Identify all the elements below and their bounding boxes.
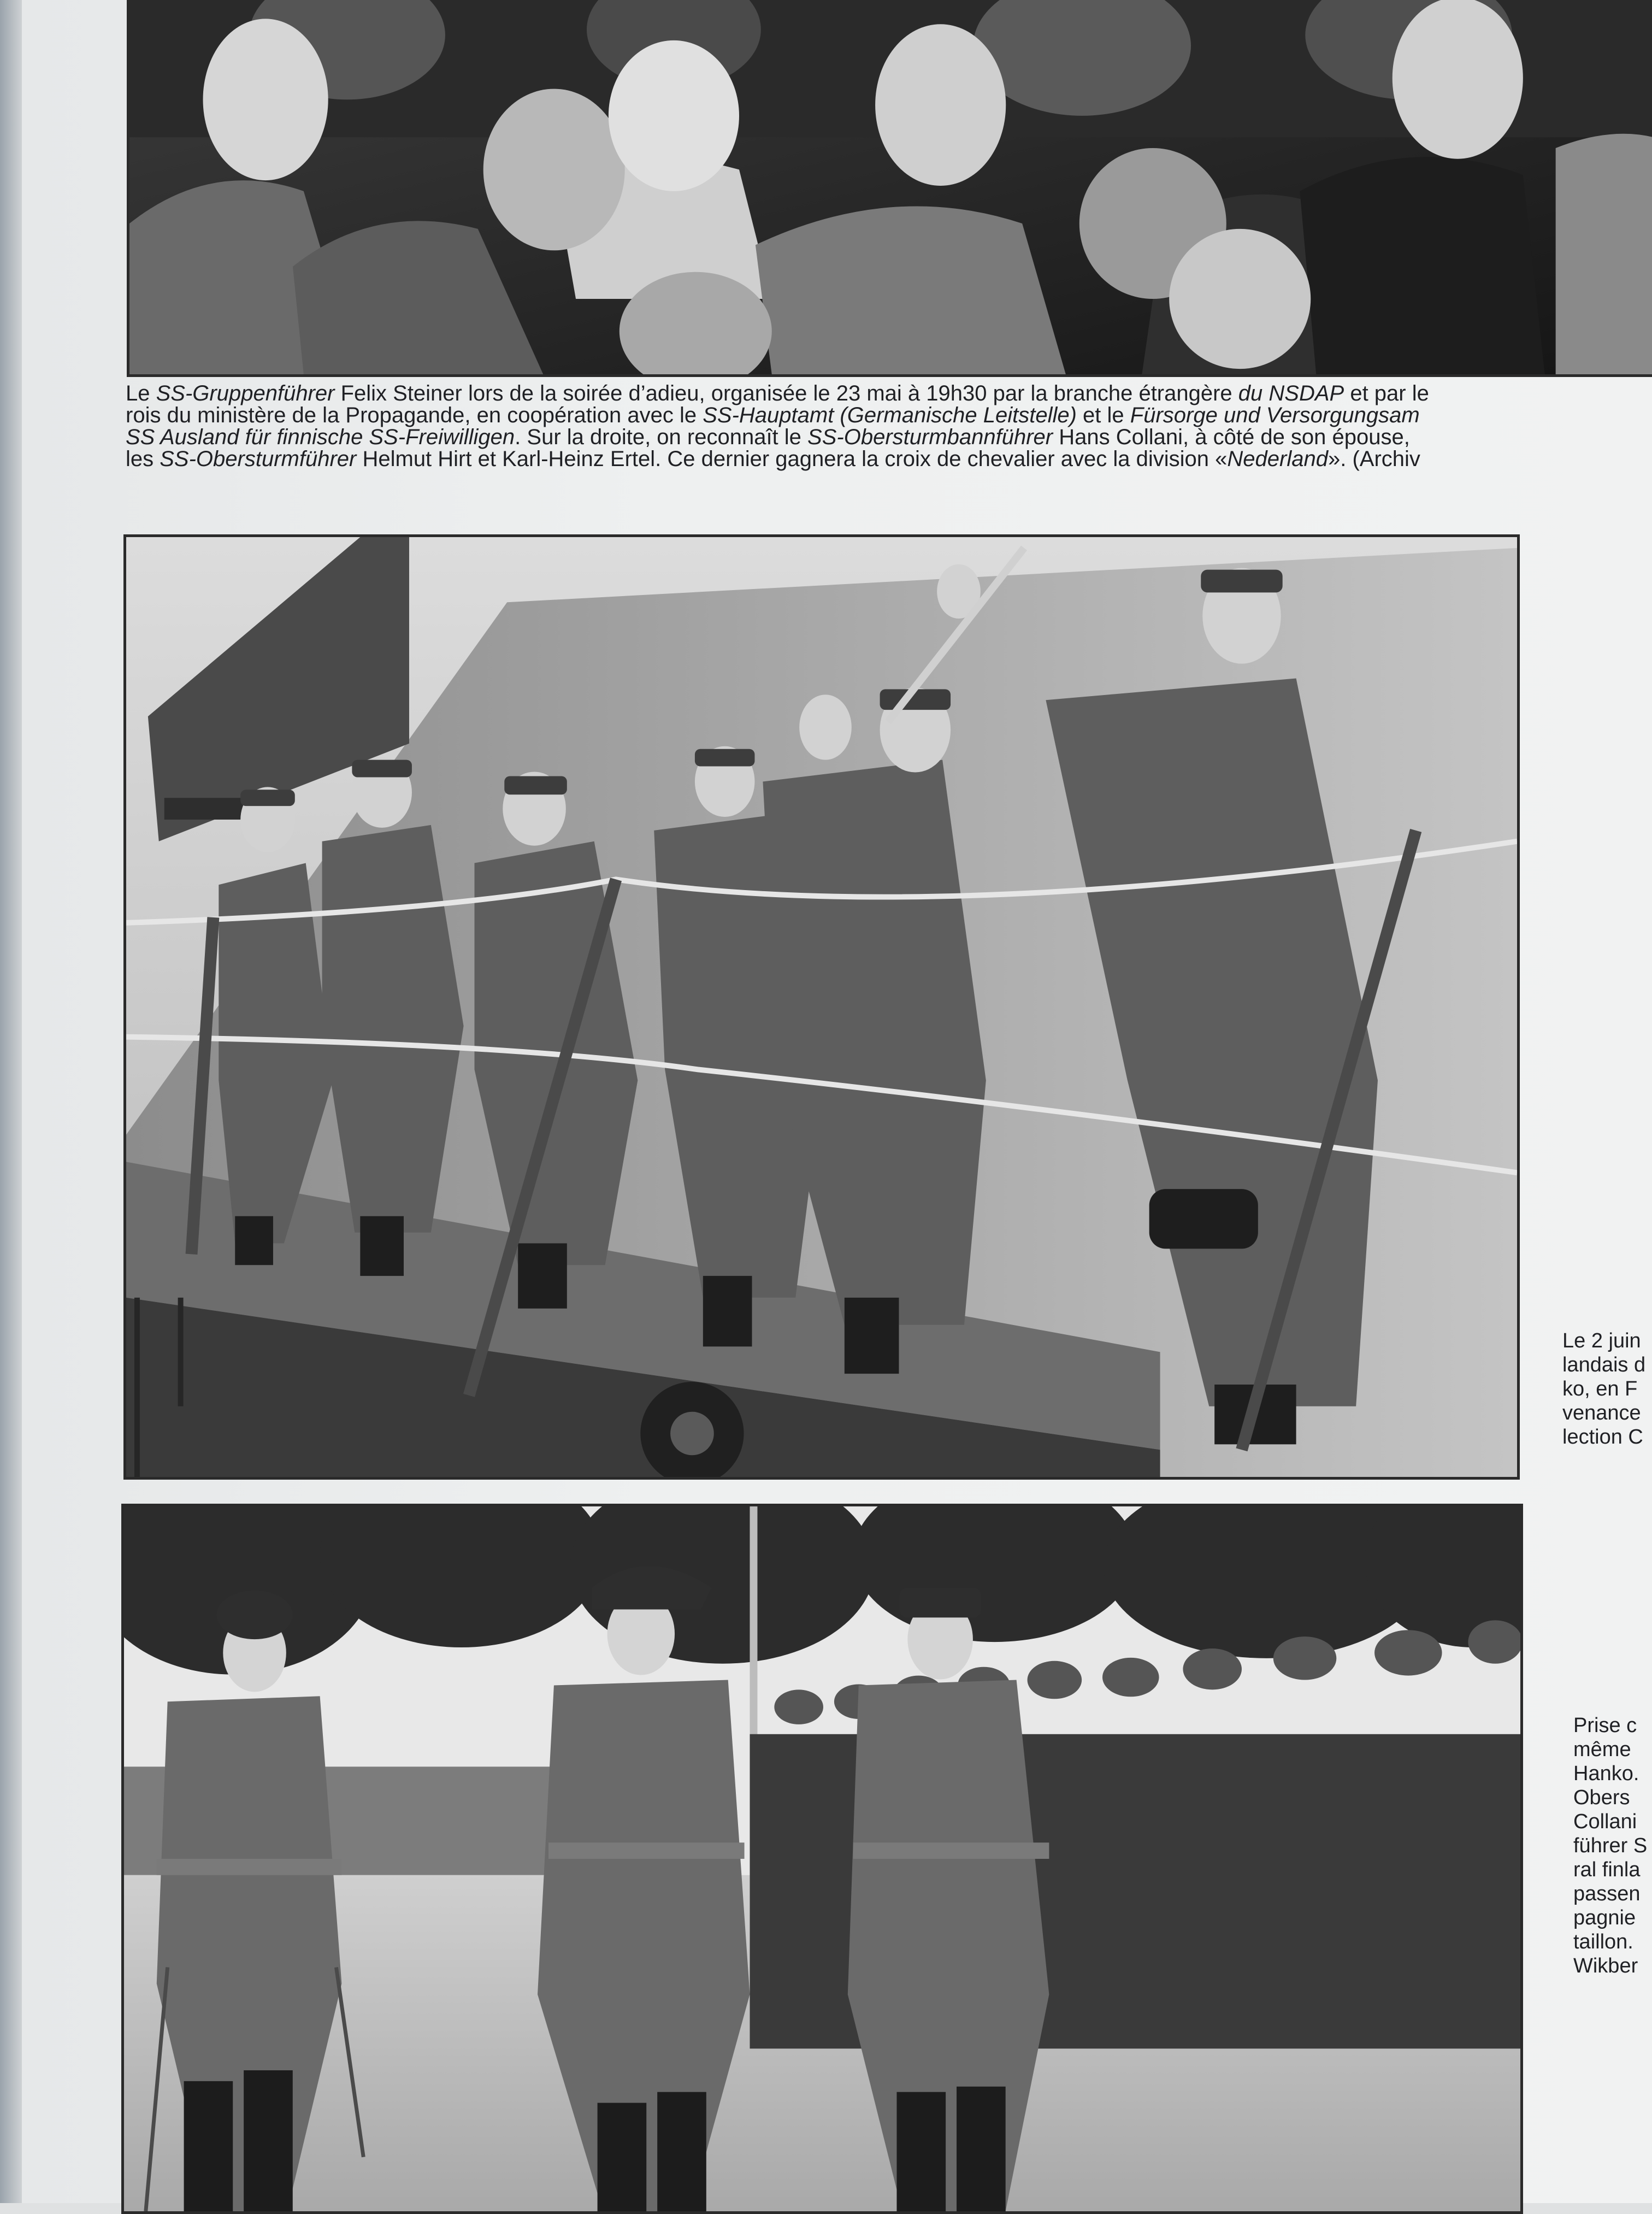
photo-soldiers-disembarking-gangway <box>123 534 1520 1480</box>
side-caption-review-line <box>1573 1810 1647 1834</box>
side-caption-review-line <box>1573 1834 1647 1858</box>
side-caption-review-text: Wikber <box>1573 1954 1638 1977</box>
side-caption-review-text: Collani <box>1573 1810 1637 1833</box>
caption-top-text: rois du ministère de la Propagande, en coopération avec le <box>126 403 703 427</box>
side-caption-review-line <box>1573 1762 1647 1786</box>
caption-top-text: SS-Obersturmbannführer <box>807 425 1053 449</box>
side-caption-review-text: führer S <box>1573 1834 1648 1857</box>
caption-top-text: SS-Obersturmführer <box>160 447 357 471</box>
side-caption-review <box>1573 1714 1647 1978</box>
caption-top-text: ». (Archiv <box>1328 447 1420 471</box>
caption-top-text: Fürsorge und Versorgungsam <box>1130 403 1420 427</box>
caption-top-line <box>126 426 1429 448</box>
side-caption-line: venance <box>1562 1402 1641 1424</box>
photo-troop-review-hanko <box>121 1504 1523 2214</box>
caption-top-text: SS Ausland für finnische SS-Freiwilligen <box>126 425 515 449</box>
caption-top-line <box>126 448 1429 470</box>
caption-top-text: . Sur la droite, on reconnaît le <box>515 425 808 449</box>
side-caption-review-text: Obers <box>1573 1786 1630 1809</box>
side-caption-review-line <box>1573 1906 1647 1930</box>
caption-top-text: et par le <box>1344 381 1429 405</box>
side-caption-line: ko, en F <box>1562 1377 1638 1400</box>
side-caption-review-line <box>1573 1882 1647 1906</box>
side-caption-review-line <box>1573 1930 1647 1954</box>
caption-top <box>126 382 1429 470</box>
side-caption-review-text: Prise c <box>1573 1714 1637 1737</box>
side-caption-line: Le 2 juin <box>1562 1329 1641 1352</box>
side-caption-review-text: Hanko. <box>1573 1762 1639 1785</box>
side-caption-review-text: taillon. <box>1573 1930 1633 1953</box>
caption-top-text: Nederland <box>1227 447 1328 471</box>
side-caption-review-line <box>1573 1858 1647 1882</box>
caption-top-text: du NSDAP <box>1238 381 1344 405</box>
photo-farewell-evening-audience <box>127 0 1652 377</box>
caption-top-line <box>126 382 1429 404</box>
caption-top-text: SS-Gruppenführer <box>156 381 335 405</box>
caption-top-text: Le <box>126 381 156 405</box>
side-caption-review-line <box>1573 1786 1647 1810</box>
side-caption-review-text: même <box>1573 1738 1631 1761</box>
caption-top-text: Felix Steiner lors de la soirée d’adieu, organisée le 23 mai à 19h30 par la branche étrangère <box>334 381 1238 405</box>
side-caption-review-line <box>1573 1738 1647 1762</box>
side-caption-review-text: ral finla <box>1573 1858 1641 1881</box>
side-caption-review-line <box>1573 1714 1647 1738</box>
side-caption-review-text: passen <box>1573 1882 1641 1905</box>
side-caption-disembark <box>1562 1329 1645 1449</box>
caption-top-text: et le <box>1076 403 1130 427</box>
caption-top-text: Helmut Hirt et Karl-Heinz Ertel. Ce dernier gagnera la croix de chevalier avec la division « <box>356 447 1228 471</box>
side-caption-line: landais d <box>1562 1353 1646 1376</box>
caption-top-line <box>126 404 1429 426</box>
side-caption-line: lection C <box>1562 1426 1643 1448</box>
caption-top-text: Hans Collani, à côté de son épouse, <box>1053 425 1410 449</box>
caption-top-text: SS-Hauptamt (Germanische Leitstelle) <box>703 403 1077 427</box>
side-caption-review-line <box>1573 1954 1647 1978</box>
side-caption-review-text: pagnie <box>1573 1906 1636 1929</box>
caption-top-text: les <box>126 447 160 471</box>
